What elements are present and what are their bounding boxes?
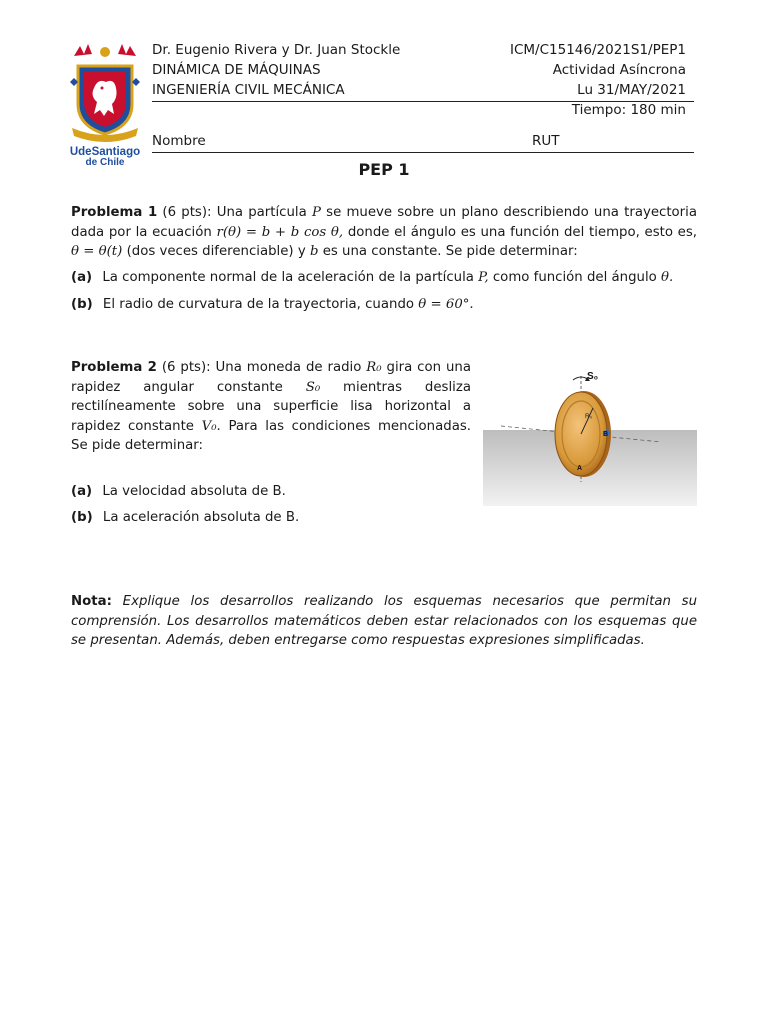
note-text: Explique los desarrollos realizando los esquemas necesarios que permitan su comprensión. Los desarrollos matemáticos deben estar relacionados con los esquemas que se presentan. Además, deben entregarse como respuestas expresiones simplificadas. [71,594,698,648]
problem-1-text: donde el ángulo es una función del tiempo, esto es, [347,224,697,240]
label-b: B [603,431,609,438]
var-p: P, [478,270,489,285]
header-code: ICM/C15146/2021S1/PEP1 [510,42,686,58]
problem-1-item-a [71,268,697,288]
item-a-label: (a) [71,270,93,285]
problem-2-text: Para las condiciones mencionadas. Se pide determinar: [71,418,472,453]
problem-1-statement [71,203,697,262]
problem-1-text: es una constante. Se pide determinar: [322,244,578,259]
crest-icon [70,44,140,142]
header-date: Lu 31/MAY/2021 [577,82,686,98]
trajectory-equation: r(θ) = b + b cos θ, [216,224,344,240]
header-time: Tiempo: 180 min [571,102,686,118]
label-a: A [577,465,583,472]
brand-ude: UdeSantiago [69,146,141,158]
header-activity: Actividad Asíncrona [552,62,686,78]
problem-2-label: Problema 2 [71,360,157,375]
var-p: P [311,205,321,220]
page-title: PEP 1 [358,160,410,179]
theta-value: θ = 60°. [418,297,474,312]
header-program: INGENIERÍA CIVIL MECÁNICA [152,82,345,98]
name-rut-line [152,152,694,153]
problem-1-text: Una partícula [216,205,307,220]
problem-2-text: gira con una rapidez angular constante [71,360,471,395]
var-v0: V₀. [201,418,221,434]
header-authors: Dr. Eugenio Rivera y Dr. Juan Stockle [152,42,401,58]
item-a-text: La componente normal de la aceleración de la partícula [102,270,474,285]
problem-2-text: Una moneda de radio [215,360,362,375]
problem-2-text: mientras desliza rectilíneamente sobre una superficie lisa horizontal a rapidez constante [71,379,471,434]
label-s0: S₀ [587,371,599,382]
header-course: DINÁMICA DE MÁQUINAS [152,62,321,78]
university-logo [66,42,144,166]
problem-1-item-b [71,295,697,315]
var-s0: S₀ [305,379,321,395]
coin-figure [483,362,697,506]
problem-1-text: (dos veces diferenciable) y [126,244,306,259]
item-b-text: El radio de curvatura de la trayectoria, cuando [102,297,415,312]
rut-label: RUT [532,133,560,149]
note-paragraph [71,592,697,651]
var-b: b [309,244,319,259]
var-theta: θ. [661,270,674,285]
problem-2-statement [71,358,471,456]
problem-1-points: (6 pts): [162,205,212,220]
item-a-label: (a) [71,484,93,499]
theta-function: θ = θ(t) [71,244,123,259]
item-b-text: La aceleración absoluta de B. [102,510,300,525]
item-a-text: como función del ángulo [492,270,657,285]
item-b-label: (b) [71,510,93,525]
name-label: Nombre [152,133,206,149]
item-b-label: (b) [71,297,93,312]
problem-2-points: (6 pts): [161,360,211,375]
brand-chile: de Chile [85,157,125,166]
item-a-text: La velocidad absoluta de B. [102,484,286,499]
problem-1-label: Problema 1 [71,205,158,220]
note-label: Nota: [71,594,112,609]
label-r0: R₀ [585,413,593,420]
problem-2-item-b [71,508,697,528]
problem-1-text: se mueve sobre un plano describiendo una trayectoria dada por la ecuación [71,205,697,240]
var-r0: R₀ [366,360,382,375]
